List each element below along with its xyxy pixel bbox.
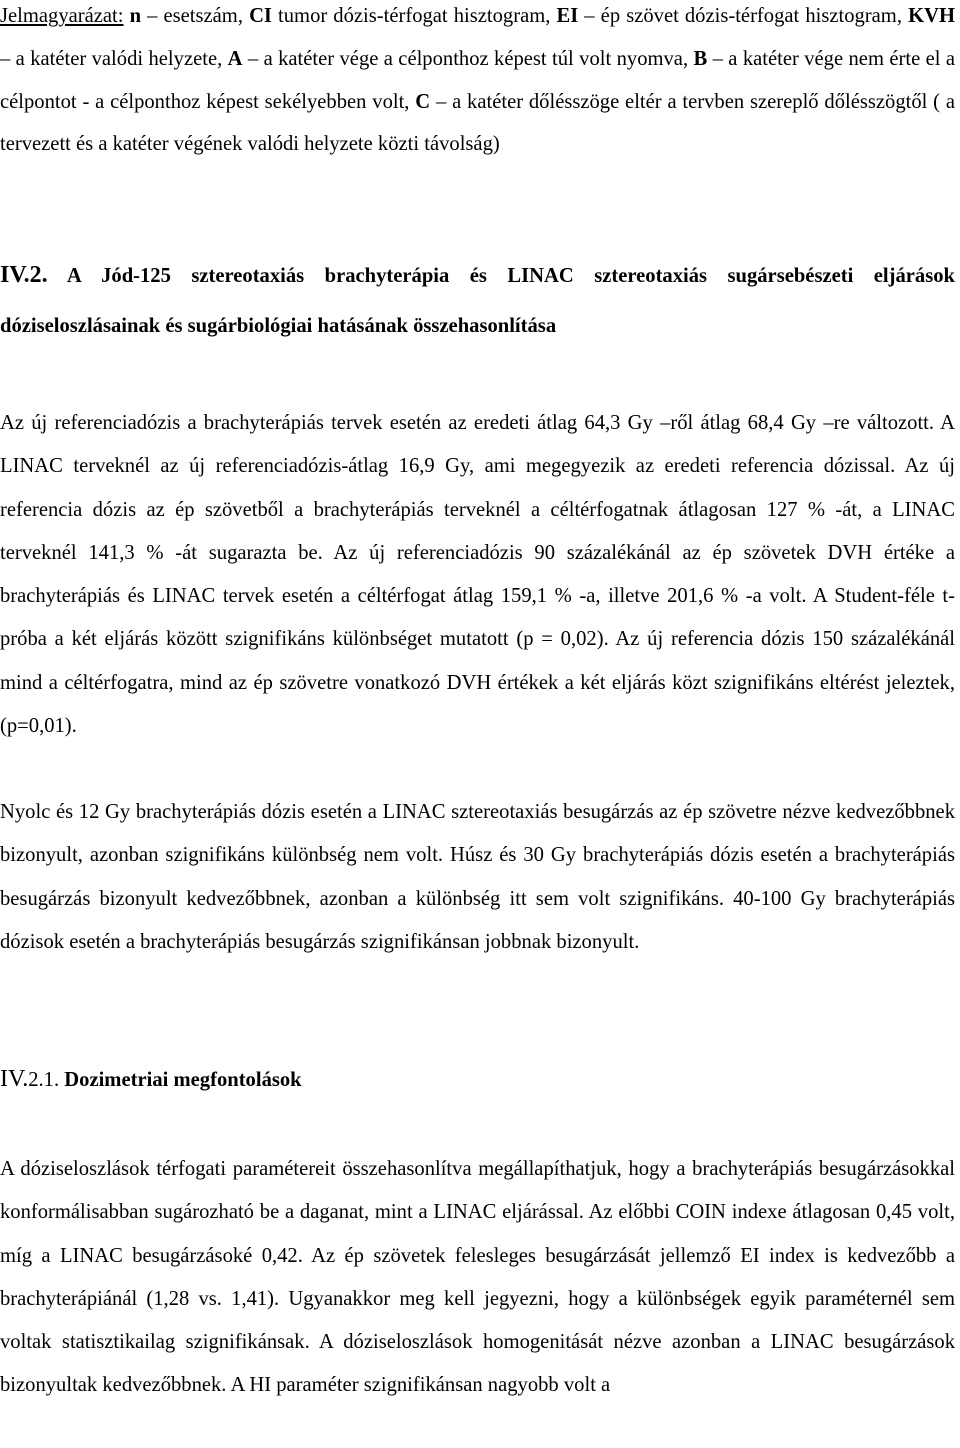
subsection-heading <box>0 1054 955 1105</box>
paragraph-results-1: Az új referenciadózis a brachyterápiás tervek esetén az eredeti átlag 64,3 Gy –ről átlag 68,4 Gy –re változott. A LINAC terveknél az új referenciadózis-átlag 16,9 Gy, ami megegyezik az eredeti referencia dózissal. Az új referencia dózis az ép szövetből a brachyterápiás terveknél a céltérfogatnak átlagosan 127 % -át, a LINAC terveknél 141,3 % -át sugarazta be. Az új referenciadózis 90 százalékánál az ép szövetek DVH értéke a brachyterápiás és LINAC tervek esetén a céltérfogat átlag 159,1 % -a, illetve 201,6 % -a volt. A Student-féle t-próba a két eljárás között szignifikáns különbséget mutatott (p = 0,02). Az új referencia dózis 150 százalékánál mind a céltérfogatra, mind az ép szövetre vonatkozó DVH értékek a két eljárás közt szignifikáns eltérést jeleztek, (p=0,01). <box>0 412 955 738</box>
subsection-number <box>0 1066 59 1092</box>
legend-def-b: – a katéter vége nem érte el a célpontot - a célponthoz képest sekélyebben volt, <box>0 47 955 113</box>
subsection-number-sub: 2.1. <box>28 1069 60 1091</box>
legend-def-ci: tumor dózis-térfogat hisztogram, <box>271 5 557 27</box>
figure-legend <box>0 0 955 166</box>
legend-def-c: – a katéter dőlésszöge eltér a tervben szereplő dőlésszögtől ( a tervezett és a katéter végének valódi helyzete közti távolság) <box>0 90 955 156</box>
subsection-number-main: IV. <box>0 1066 29 1092</box>
legend-def-a: – a katéter vége a célponthoz képest túl volt nyomva, <box>242 47 694 70</box>
legend-term-n: n <box>129 5 142 27</box>
legend-def-kvh: – a katéter valódi helyzete, <box>0 47 228 70</box>
section-title: A Jód-125 sztereotaxiás brachyterápia és LINAC sztereotaxiás sugársebészeti eljárások dóziseloszlásainak és sugárbiológiai hatásának összehasonlítása <box>0 265 955 337</box>
subsection-title: Dozimetriai megfontolások <box>64 1069 302 1091</box>
legend-term-a: A <box>227 47 243 70</box>
legend-term-b: B <box>693 47 708 70</box>
legend-label: Jelmagyarázat: <box>0 5 124 27</box>
paragraph-dosimetry: A dóziseloszlások térfogati paramétereit összehasonlítva megállapíthatjuk, hogy a brachyterápiás besugárzásokkal konformálisabban sugározható be a daganat, mint a LINAC eljárással. Az előbbi COIN indexe átlagosan 0,45 volt, míg a LINAC besugárzásoké 0,42. Az ép szövetek felesleges besugárzását jellemző EI index is kedvezőbb a brachyterápiánál (1,28 vs. 1,41). Ugyanakkor meg kell jegyezni, hogy a különbségek egyik paraméternél sem voltak statisztikailag szignifikánsak. A dóziseloszlások homogenitását nézve azonban a LINAC besugárzások bizonyultak kedvezőbbnek. A HI paraméter szignifikánsan nagyobb volt a <box>0 1158 955 1397</box>
section-number: IV.2. <box>0 262 48 288</box>
paragraph-results-2: Nyolc és 12 Gy brachyterápiás dózis esetén a LINAC sztereotaxiás besugárzás az ép szövetre nézve kedvezőbbnek bizonyult, azonban szignifikáns különbség nem volt. Húsz és 30 Gy brachyterápiás dózis esetén a brachyterápiás besugárzás bizonyult kedvezőbbnek, azonban a különbség itt sem volt szignifikáns. 40-100 Gy brachyterápiás dózisok esetén a brachyterápiás besugárzás szignifikánsan jobbnak bizonyult. <box>0 801 955 953</box>
legend-term-kvh: KVH <box>908 5 955 27</box>
section-heading <box>0 250 955 351</box>
legend-term-ei: EI <box>556 5 579 27</box>
legend-def-ei: – ép szövet dózis-térfogat hisztogram, <box>578 5 909 27</box>
legend-term-c: C <box>415 90 431 113</box>
legend-def-n: – esetszám, <box>141 5 250 27</box>
legend-term-ci: CI <box>249 5 272 27</box>
